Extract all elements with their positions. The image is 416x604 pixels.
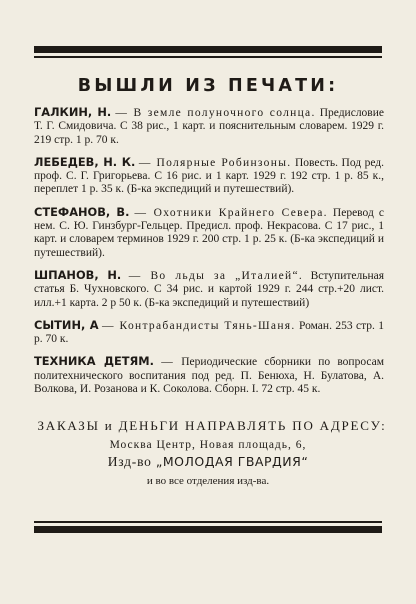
book-title: — [161,356,175,369]
book-entry [34,106,384,147]
book-title: — Охотники Крайнего Севера. [134,206,328,219]
book-author: СЫТИН, А [34,317,99,332]
publisher-prefix: Изд-во [107,454,152,469]
publisher-line [0,454,416,470]
book-details: Перевод с нем. С. Ю. Гинзбург-Гельцер. Предисл. проф. Некрасова. С 17 рис., 1 карт. и словарем терминов 1929 г. 200 стр. 1 р. 25 к. (Б-ка экспедиций и путешествий). [34,206,384,259]
book-details: Роман. 253 стр. 1 р. 70 к. [34,319,385,346]
book-author: ТЕХНИКА ДЕТЯМ. [34,354,154,369]
page-heading: ВЫШЛИ ИЗ ПЕЧАТИ: [77,76,339,96]
order-address-block [0,418,416,487]
publisher-name: „МОЛОДАЯ ГВАРДИЯ“ [155,454,309,469]
book-list [34,106,384,405]
book-entry [34,355,384,396]
book-title: — В земле полуночного солнца. [115,107,316,119]
book-details: Вступительная статья Б. Чухновского. С 34 рис. и картой 1929 г. 244 стр.+20 лист. илл.+1 карта. 2 р 50 к. (Б-ка экспедиций и путешествий) [34,269,385,309]
top-rule [34,46,382,58]
book-title: — Полярные Робинзоны. [138,156,292,169]
bottom-rule [34,521,382,533]
book-entry [34,206,384,260]
book-entry [34,319,384,347]
book-details: Периодические сборники по вопросам политехнического воспитания под ред. П. Бенюха, Н. Булатова, А. Волкова, И. Розанова и К. Соколова. Сборн. I. 72 стр. 45 к. [34,356,385,396]
book-author: СТЕФАНОВ, В. [34,204,130,219]
book-author: ЛЕБЕДЕВ, Н. К. [34,154,136,169]
book-author: ШПАНОВ, Н. [34,267,122,282]
publisher-branches: и во все отделения изд-ва. [146,475,270,487]
book-title: — Во льды за „Италией“. [128,269,304,282]
book-details: Предисловие Т. Г. Смидовича. С 38 рис., 1 карт. и пояснительным словарем. 1929 г. 219 стр. 1 р. 70 к. [34,107,384,146]
publisher-address: Москва Центр, Новая площадь, 6, [109,439,307,451]
order-instructions: ЗАКАЗЫ и ДЕНЬГИ НАПРАВЛЯТЬ ПО АДРЕСУ: [37,418,387,433]
book-entry [34,269,384,310]
book-details: Повесть. Под ред. проф. С. Г. Григорьева. С 16 рис. и 1 карт. 1929 г. 192 стр. 1 р. 85 к., переплет 1 р. 35 к. (Б-ка экспедиций и путешествий). [34,156,385,196]
book-entry [34,156,384,197]
book-author: ГАЛКИН, Н. [34,105,112,119]
book-title: — Контрабандисты Тянь-Шаня. [102,319,296,332]
